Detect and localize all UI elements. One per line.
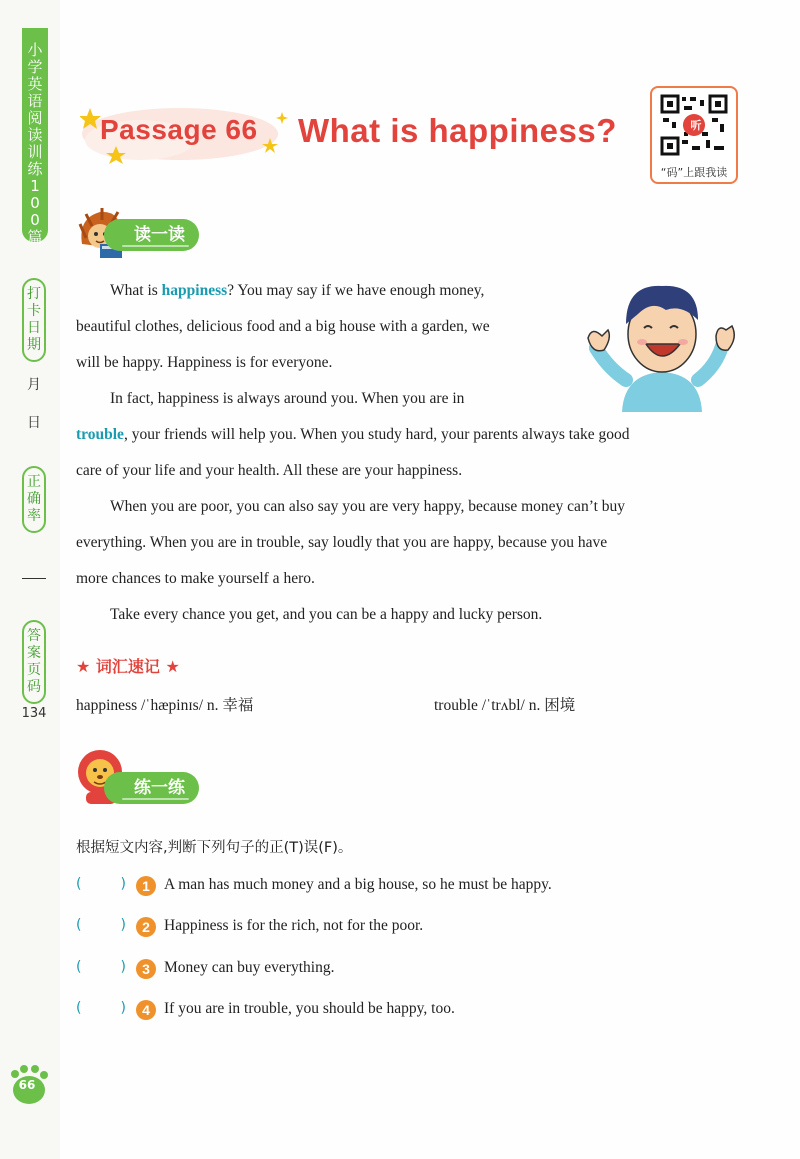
paren-close: )	[120, 876, 126, 892]
question-number-2: 2	[136, 917, 156, 937]
paragraph-3-line-2: everything. When you are in trouble, say loudly that you are happy, because you have	[76, 534, 608, 551]
paren-open: (	[76, 917, 82, 933]
answer-blank-2[interactable]	[76, 917, 126, 933]
vocab-heading: ★ 词汇速记 ★	[76, 657, 180, 676]
answer-label-pill	[22, 620, 46, 704]
accuracy-label-pill	[22, 466, 46, 533]
month-label: 月	[27, 377, 41, 393]
answer-page-number: 134	[21, 706, 47, 721]
practice-section-badge	[104, 772, 199, 804]
question-number-3: 3	[136, 959, 156, 979]
paragraph-3-line-3: more chances to make yourself a hero.	[76, 570, 315, 587]
paragraph-3-line-1: When you are poor, you can also say you are very happy, because money can’t buy	[110, 498, 626, 515]
vocab-highlight-trouble: trouble	[76, 426, 124, 443]
question-number-4: 4	[136, 1000, 156, 1020]
read-section-badge	[104, 219, 199, 251]
answer-blank-3[interactable]	[76, 959, 126, 975]
paren-close: )	[120, 1000, 126, 1016]
checkin-label: 打卡日期	[27, 286, 41, 353]
paragraph-1-line-2: beautiful clothes, delicious food and a big house with a garden, we	[76, 318, 490, 335]
checkin-label-pill	[22, 278, 46, 362]
practice-instruction: 根据短文内容,判断下列句子的正(T)误(F)。	[76, 840, 353, 856]
paren-open: (	[76, 876, 82, 892]
series-title: 小学英语阅读训练100篇	[27, 41, 43, 246]
vocab-item-happiness: happiness /ˈhæpinɪs/ n. 幸福	[76, 697, 254, 714]
listen-label: 听	[690, 119, 702, 132]
question-text-4: If you are in trouble, you should be happy, too.	[164, 1000, 455, 1017]
paragraph-1-line-3: will be happy. Happiness is for everyone.	[76, 354, 333, 371]
qr-caption: “码”上跟我读	[660, 166, 728, 179]
question-text-2: Happiness is for the rich, not for the poor.	[164, 917, 424, 934]
paren-open: (	[76, 1000, 82, 1016]
read-section-label: 读一读	[134, 225, 185, 245]
answer-blank-4[interactable]	[76, 1000, 126, 1016]
paragraph-1-line-1	[76, 273, 576, 309]
p1-line1-after: ? You may say if we have enough money,	[227, 282, 485, 299]
practice-section-label: 练一练	[134, 778, 185, 798]
paragraph-2-line-1: In fact, happiness is always around you. When you are in	[110, 390, 465, 407]
question-text-1: A man has much money and a big house, so he must be happy.	[164, 876, 552, 893]
paragraph-2-line-2	[76, 417, 629, 453]
page-title: What is happiness?	[298, 112, 617, 149]
day-label: 日	[27, 415, 41, 431]
page-number: 66	[18, 1078, 36, 1092]
answer-label: 答案页码	[27, 628, 41, 695]
question-text-3: Money can buy everything.	[164, 959, 335, 976]
series-title-tab	[22, 28, 48, 246]
paragraph-4-line-1: Take every chance you get, and you can be a happy and lucky person.	[110, 606, 543, 623]
paragraph-2-line-3: care of your life and your health. All these are your happiness.	[76, 462, 463, 479]
p2-line2-after: , your friends will help you. When you study hard, your parents always take good	[123, 426, 630, 443]
accuracy-blank	[22, 578, 46, 579]
happy-boy-illustration	[582, 276, 740, 412]
p1-before: What is	[110, 282, 162, 299]
vocab-highlight-happiness: happiness	[161, 282, 228, 299]
vocab-item-trouble: trouble /ˈtrʌbl/ n. 困境	[434, 697, 576, 714]
accuracy-label: 正确率	[27, 474, 41, 524]
passage-number: Passage 66	[100, 114, 258, 145]
paren-close: )	[120, 917, 126, 933]
paren-open: (	[76, 959, 82, 975]
question-number-1: 1	[136, 876, 156, 896]
paren-close: )	[120, 959, 126, 975]
answer-blank-1[interactable]	[76, 876, 126, 892]
sparkle-icon	[276, 112, 288, 124]
